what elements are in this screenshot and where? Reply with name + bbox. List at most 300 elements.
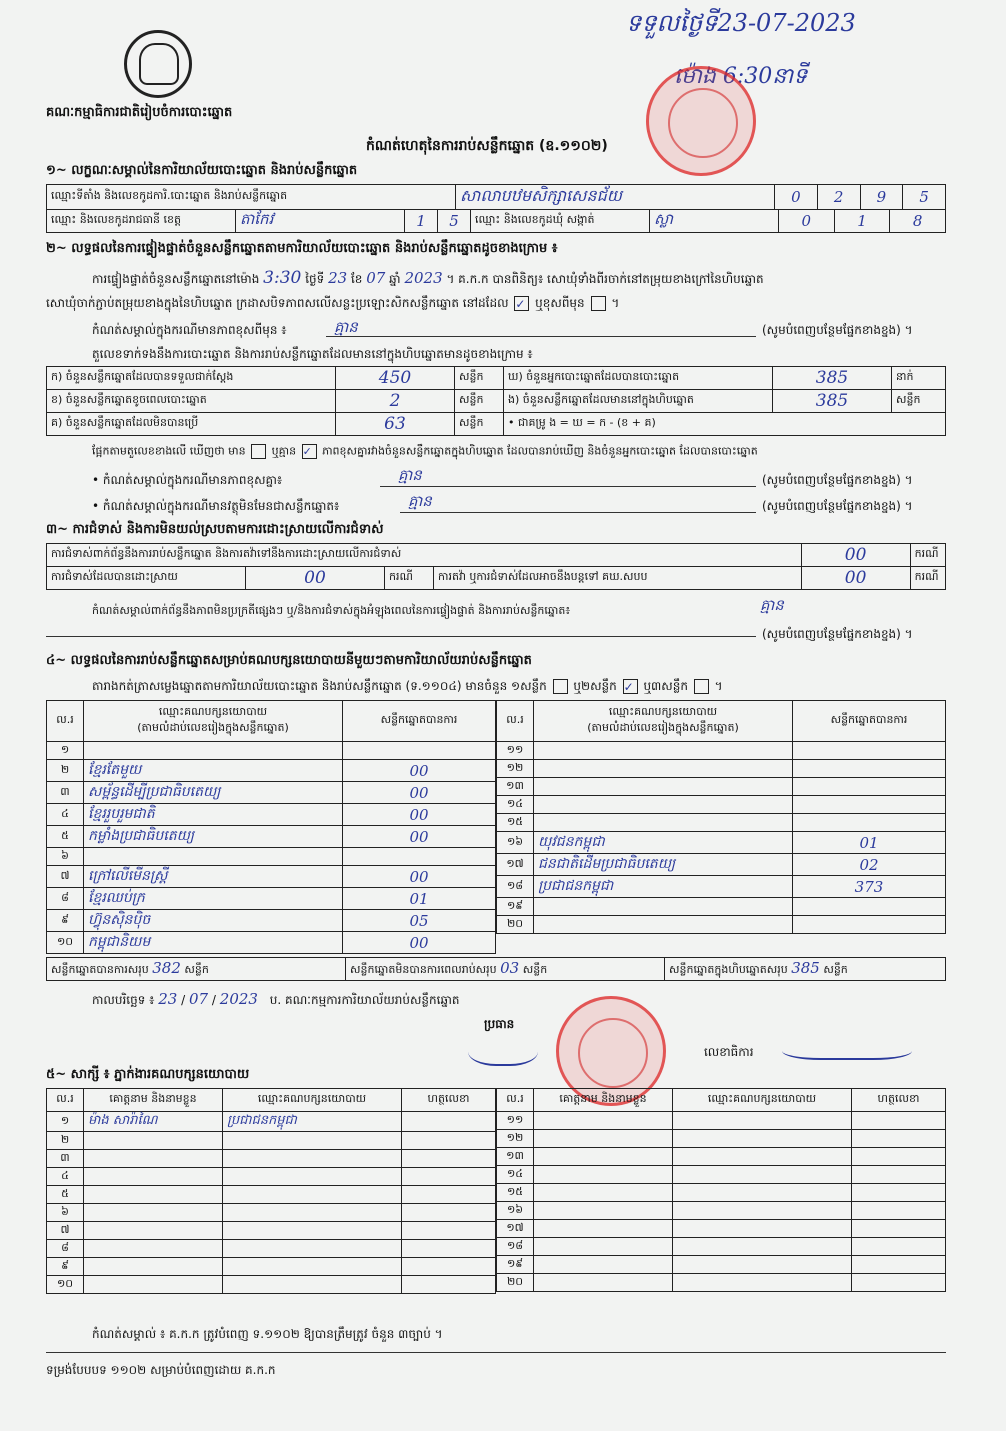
three-sheet-checkbox[interactable] bbox=[694, 679, 709, 694]
verification-year: 2023 bbox=[404, 269, 443, 287]
row-number: ៣ bbox=[47, 1150, 84, 1168]
seal-line: សោឃុំចាក់ភ្ជាប់តម្រុយខាងក្នុងនៃហិបឆ្នោត ក្រដាសបិទភាពសលើសន្លះប្រឡោះសិកសន្លឹកឆ្នោត នៅដដែល ✓ ឬខុសពីមុន ។ bbox=[46, 296, 620, 311]
bullet2-value: គ្មាន bbox=[408, 492, 432, 510]
witness-party bbox=[223, 1204, 402, 1222]
date-month: 07 bbox=[189, 990, 209, 1008]
complaint-table bbox=[46, 543, 946, 590]
party-votes: 00 bbox=[343, 760, 496, 782]
party-name bbox=[84, 742, 343, 760]
unit-label: សន្លឹក bbox=[522, 963, 548, 976]
received-time: ម៉ោង 6:30នាទី bbox=[674, 64, 808, 89]
received-value: 450 bbox=[336, 367, 455, 390]
row-number: ១១ bbox=[497, 1112, 534, 1130]
witness-signature bbox=[402, 1222, 496, 1240]
row-number: ១៥ bbox=[497, 814, 534, 832]
formula-label: • ជាគម្រូ ង = ឃ = ក - (ខ + គ) bbox=[504, 413, 946, 436]
witness-signature bbox=[852, 1130, 946, 1148]
irregularity-note-value: គ្មាន bbox=[760, 596, 784, 614]
witness-signature bbox=[852, 1202, 946, 1220]
witness-name bbox=[534, 1202, 673, 1220]
section4-heading: ៤~ លទ្ធផលនៃការរាប់សន្លឹកឆ្នោតសម្រាប់គណបក្សនយោបាយនីមួយៗតាមការិយាល័យរាប់សន្លឹកឆ្នោត bbox=[46, 653, 532, 668]
witness-name bbox=[84, 1204, 223, 1222]
witness-party bbox=[673, 1166, 852, 1184]
party-name: ក្រៅលើមើនស្ដ្រី bbox=[84, 866, 343, 888]
party-votes bbox=[343, 848, 496, 866]
table-row bbox=[497, 1238, 946, 1256]
table-row bbox=[47, 1168, 496, 1186]
row-number: ១៥ bbox=[497, 1184, 534, 1202]
party-name bbox=[534, 742, 793, 760]
table-row bbox=[497, 1184, 946, 1202]
row-number: ២ bbox=[47, 1132, 84, 1150]
witness-signature bbox=[852, 1112, 946, 1130]
witness-signature bbox=[852, 1148, 946, 1166]
section2-heading: ២~ លទ្ធផលនៃការផ្ទៀងផ្ទាត់ចំនួនសន្លឹកឆ្នោតតាមការិយាល័យបោះឆ្នោត និងរាប់សន្លឹកឆ្នោតដូចខាងក្រោម ៖ bbox=[46, 241, 558, 256]
table-row bbox=[47, 910, 496, 932]
station-code-digit: 0 bbox=[775, 185, 818, 210]
witness-name bbox=[84, 1240, 223, 1258]
row-number: ១ bbox=[47, 742, 84, 760]
witness-party bbox=[673, 1220, 852, 1238]
received-date: ទទួលថ្ងៃទី23-07-2023 bbox=[626, 9, 856, 37]
difference-check-text: ផ្អែកតាមតួលេខខាងលើ ឃើញថា មាន bbox=[92, 444, 246, 458]
party-votes bbox=[343, 742, 496, 760]
unit-label: សន្លឹក bbox=[455, 367, 504, 390]
row-number: ៧ bbox=[47, 1222, 84, 1240]
table-row bbox=[497, 854, 946, 876]
unit-label: សន្លឹក bbox=[455, 390, 504, 413]
row-number: ១១ bbox=[497, 742, 534, 760]
witness-party: ប្រជាជនកម្ពុជា bbox=[223, 1112, 402, 1132]
row-number: ៨ bbox=[47, 888, 84, 910]
emblem-logo bbox=[124, 30, 192, 98]
section5-heading: ៥~ សាក្សី ៖ ភ្នាក់ងារគណបក្សនយោបាយ bbox=[46, 1067, 250, 1082]
verification-text: ។ គ.ក.ក បានពិនិត្យ៖ សោឃុំទាំងពីរចាក់នៅតម្រុយខាងក្រៅនៃហិបឆ្នោត bbox=[446, 272, 764, 286]
witness-signature bbox=[852, 1220, 946, 1238]
witness-name bbox=[84, 1276, 223, 1294]
col-party-subtitle: (តាមលំដាប់លេខរៀងក្នុងសន្លឹកឆ្នោត) bbox=[137, 721, 289, 734]
total-valid-label: សន្លឹកឆ្នោតបានការសរុប bbox=[51, 963, 149, 976]
table-row bbox=[497, 778, 946, 796]
table-row bbox=[497, 1166, 946, 1184]
station-table bbox=[46, 184, 946, 210]
station-code-digit: 2 bbox=[817, 185, 860, 210]
row-number: ១០ bbox=[47, 932, 84, 954]
witness-party bbox=[673, 1148, 852, 1166]
bullet2-label: • កំណត់សម្គាល់ក្នុងករណីមានវត្ថុមិនមែនជាសន្លឹកឆ្នោត៖ bbox=[92, 499, 340, 513]
province-name: តាកែវ bbox=[236, 210, 405, 233]
party-votes bbox=[793, 898, 946, 916]
commune-name: ស្លា bbox=[650, 210, 779, 233]
party-votes bbox=[793, 796, 946, 814]
witness-col-party: ឈ្មោះគណបក្សនយោបាយ bbox=[223, 1089, 402, 1112]
verification-time: 3:30 bbox=[263, 268, 302, 288]
witness-col-name: គោត្តនាម និងនាមខ្លួន bbox=[534, 1089, 673, 1112]
witness-signature bbox=[402, 1186, 496, 1204]
witness-name bbox=[84, 1222, 223, 1240]
witness-name bbox=[534, 1256, 673, 1274]
party-name bbox=[84, 848, 343, 866]
witness-signature bbox=[402, 1132, 496, 1150]
seal-text: ឬខុសពីមុន bbox=[535, 296, 585, 310]
unit-label: សន្លឹក bbox=[184, 963, 209, 976]
party-votes: 00 bbox=[343, 782, 496, 804]
table-row bbox=[47, 1222, 496, 1240]
row-number: ៣ bbox=[47, 782, 84, 804]
row-number: ១៧ bbox=[497, 1220, 534, 1238]
spoiled-value: 2 bbox=[336, 390, 455, 413]
verification-text: ថ្ងៃទី bbox=[305, 272, 325, 286]
footer-note: កំណត់សម្គាល់ ៖ គ.ក.ក ត្រូវបំពេញ ទ.១១០២ ឱ្យបានត្រឹមត្រូវ ចំនួន ៣ច្បាប់ ។ bbox=[92, 1327, 443, 1341]
province-table bbox=[46, 209, 946, 233]
witness-party bbox=[223, 1240, 402, 1258]
case-unit: ករណី bbox=[385, 567, 434, 590]
table-row bbox=[47, 932, 496, 954]
total-valid-value: 382 bbox=[152, 959, 181, 977]
received-label: ក) ចំនួនសន្លឹកឆ្នោតដែលបានទទួលជាក់ស្តែង bbox=[47, 367, 336, 390]
table-row bbox=[47, 1132, 496, 1150]
form-reference: ទម្រង់បែបបទ ១១០២ សម្រាប់បំពេញដោយ គ.ក.ក bbox=[46, 1363, 276, 1377]
witness-party bbox=[223, 1186, 402, 1204]
witness-signature bbox=[852, 1166, 946, 1184]
row-number: ១៦ bbox=[497, 832, 534, 854]
row-number: ៤ bbox=[47, 804, 84, 826]
row-number: ១២ bbox=[497, 760, 534, 778]
witness-name bbox=[534, 1148, 673, 1166]
totals-table bbox=[46, 957, 946, 981]
witness-signature bbox=[852, 1274, 946, 1292]
total-invalid-value: 03 bbox=[500, 959, 520, 977]
appeal-value: 00 bbox=[801, 567, 910, 590]
party-votes: 01 bbox=[343, 888, 496, 910]
irregularity-note-label: កំណត់សម្គាល់ពាក់ព័ន្ធនឹងភាពមិនប្រក្រតីផ្សេងៗ ឬ/និងការជំទាស់ក្នុងអំឡុងពេលនៃការផ្ទៀងផ្ទាត់ និងការរាប់សន្លឹកឆ្នោត៖ bbox=[92, 604, 571, 617]
witness-party bbox=[673, 1202, 852, 1220]
unchanged-checkbox[interactable]: ✓ bbox=[514, 296, 529, 311]
witness-party bbox=[673, 1238, 852, 1256]
party-name bbox=[534, 760, 793, 778]
no-difference-checkbox[interactable]: ✓ bbox=[302, 444, 317, 459]
province-code-digit: 1 bbox=[405, 210, 438, 233]
bullet2-suffix: (សូមបំពេញបន្ថែមផ្នែកខាងខ្នង) ។ bbox=[762, 499, 913, 513]
party-name: ខ្មែរតែមួយ bbox=[84, 760, 343, 782]
witness-signature bbox=[402, 1112, 496, 1132]
witness-party bbox=[223, 1132, 402, 1150]
party-votes bbox=[793, 814, 946, 832]
form-title: កំណត់ហេតុនៃការរាប់សន្លឹកឆ្នោត (ឧ.១១០២) bbox=[366, 138, 608, 154]
row-number: ២០ bbox=[497, 916, 534, 934]
witness-name bbox=[84, 1186, 223, 1204]
total-invalid-cell bbox=[346, 958, 665, 981]
party-votes: 02 bbox=[793, 854, 946, 876]
party-name: ខ្មែរឈប់ក្រ bbox=[84, 888, 343, 910]
resolved-label: ការជំទាស់ដែលបានដោះស្រាយ bbox=[47, 567, 246, 590]
witness-left-body bbox=[47, 1112, 496, 1294]
witness-right-body bbox=[497, 1112, 946, 1292]
ballot-count-table bbox=[46, 366, 946, 436]
col-no-header: ល.រ bbox=[47, 701, 84, 742]
witness-name bbox=[84, 1168, 223, 1186]
witness-party bbox=[673, 1274, 852, 1292]
complaint-label: ការជំទាស់ពាក់ព័ន្ធនឹងការរាប់សន្លឹកឆ្នោត និងការតវ៉ាទៅនឹងការដោះស្រាយលើការជំទាស់ bbox=[47, 544, 802, 567]
witness-party bbox=[673, 1112, 852, 1130]
row-number: ១៣ bbox=[497, 1148, 534, 1166]
complaint-value: 00 bbox=[801, 544, 910, 567]
party-votes: 00 bbox=[343, 804, 496, 826]
row-number: ៥ bbox=[47, 826, 84, 848]
party-name: កម្ពុជានិយម bbox=[84, 932, 343, 954]
resolved-value: 00 bbox=[246, 567, 385, 590]
difference-note-label: កំណត់សម្គាល់ក្នុងករណីមានភាពខុសពីមុន ៖ bbox=[92, 323, 287, 337]
row-number: ១៤ bbox=[497, 1166, 534, 1184]
bullet1-label: • កំណត់សម្គាល់ក្នុងករណីមានភាពខុសគ្នា៖ bbox=[92, 473, 283, 487]
official-stamp-top bbox=[646, 66, 756, 176]
table-row bbox=[497, 1112, 946, 1130]
party-votes bbox=[793, 778, 946, 796]
secretary-signature bbox=[782, 1030, 912, 1060]
table-row bbox=[497, 1130, 946, 1148]
difference-check-text: ឬគ្មាន bbox=[271, 444, 297, 458]
table-row bbox=[497, 1220, 946, 1238]
total-box-label: សន្លឹកឆ្នោតក្នុងហិបឆ្នោតសរុប bbox=[669, 963, 788, 976]
table-row bbox=[47, 848, 496, 866]
table-row bbox=[497, 832, 946, 854]
witness-col-sign: ហត្ថលេខា bbox=[402, 1089, 496, 1112]
party-name bbox=[534, 898, 793, 916]
witness-signature bbox=[402, 1258, 496, 1276]
voters-label: ឃ) ចំនួនអ្នកបោះឆ្នោតដែលបានបោះឆ្នោត bbox=[504, 367, 773, 390]
row-number: ១៧ bbox=[497, 854, 534, 876]
table-row bbox=[47, 866, 496, 888]
witness-signature bbox=[402, 1168, 496, 1186]
witness-party bbox=[673, 1130, 852, 1148]
witness-name: ម៉ាង សារ៉ាណៃ bbox=[84, 1112, 223, 1132]
row-number: ១ bbox=[47, 1112, 84, 1132]
tally-sheet-text: ឬ២សន្លឹក bbox=[573, 679, 617, 693]
row-number: ៤ bbox=[47, 1168, 84, 1186]
witness-name bbox=[534, 1238, 673, 1256]
org-name: គណៈកម្មាធិការជាតិរៀបចំការបោះឆ្នោត bbox=[46, 105, 233, 120]
party-name: យុវជនកម្ពុជា bbox=[534, 832, 793, 854]
party-votes bbox=[793, 760, 946, 778]
in-box-label: ង) ចំនួនសន្លឹកឆ្នោតដែលមាននៅក្នុងហិបឆ្នោត bbox=[504, 390, 773, 413]
committee-label: ប. គណៈកម្មការការិយាល័យរាប់សន្លឹកឆ្នោត bbox=[269, 993, 460, 1007]
commune-code-digit: 0 bbox=[779, 210, 835, 233]
col-party-subtitle: (តាមលំដាប់លេខរៀងក្នុងសន្លឹកឆ្នោត) bbox=[587, 721, 739, 734]
results-table-left bbox=[46, 700, 496, 954]
witness-name bbox=[84, 1132, 223, 1150]
witness-table-right bbox=[496, 1088, 946, 1292]
station-code-digit: 9 bbox=[860, 185, 903, 210]
in-box-value: 385 bbox=[773, 390, 892, 413]
party-name bbox=[534, 778, 793, 796]
table-row bbox=[47, 1240, 496, 1258]
station-name: សាលាបឋមសិក្សាសេនជ័យ bbox=[456, 185, 775, 210]
party-name bbox=[534, 796, 793, 814]
table-row bbox=[497, 1274, 946, 1292]
appeal-label: ការតវ៉ា ឬការជំទាស់ដែលអាចនឹងបន្តទៅ គឃ.សបប bbox=[434, 567, 802, 590]
row-number: ១៣ bbox=[497, 778, 534, 796]
row-number: ១៩ bbox=[497, 898, 534, 916]
witness-col-no: ល.រ bbox=[47, 1089, 84, 1112]
total-invalid-label: សន្លឹកឆ្នោតមិនបានការពេលរាប់សរុប bbox=[350, 963, 497, 976]
verification-text: ការផ្ទៀងផ្ទាត់ចំនួនសន្លឹកឆ្នោតនៅម៉ោង bbox=[92, 272, 260, 286]
party-votes: 00 bbox=[343, 932, 496, 954]
table-row bbox=[47, 1186, 496, 1204]
date-label: កាលបរិច្ឆេទ ៖ bbox=[92, 993, 155, 1007]
verification-month: 07 bbox=[366, 269, 386, 287]
table-row bbox=[47, 826, 496, 848]
secretary-label: លេខាធិការ bbox=[704, 1045, 754, 1059]
row-number: ១០ bbox=[47, 1276, 84, 1294]
tally-sheet-text: តារាងកត់ត្រាសម្លេងឆ្នោតតាមការិយាល័យបោះឆ្នោត និងរាប់សន្លឹកឆ្នោត (ទ.១១០៤) មានចំនួន ១សន្លឹក bbox=[92, 679, 547, 693]
party-votes bbox=[793, 742, 946, 760]
chair-label: ប្រធាន bbox=[484, 1017, 515, 1031]
voters-value: 385 bbox=[773, 367, 892, 390]
chair-signature bbox=[468, 1030, 538, 1066]
witness-table-left bbox=[46, 1088, 496, 1294]
bullet1-value: គ្មាន bbox=[398, 466, 422, 484]
table-row bbox=[47, 1150, 496, 1168]
spoiled-label: ខ) ចំនួនសន្លឹកឆ្នោតខូចពេលបោះឆ្នោត bbox=[47, 390, 336, 413]
difference-check-text: ភាពខុសគ្នារវាងចំនួនសន្លឹកឆ្នោតក្នុងហិបឆ្នោត ដែលបានរាប់ឃើញ និងចំនួនអ្នកបោះឆ្នោត ដែលបានបោះឆ្នោត bbox=[322, 444, 758, 458]
row-number: ១៨ bbox=[497, 1238, 534, 1256]
table-row bbox=[497, 898, 946, 916]
table-row bbox=[497, 796, 946, 814]
table-row bbox=[47, 782, 496, 804]
unit-label: សន្លឹក bbox=[892, 390, 946, 413]
table-row bbox=[497, 1202, 946, 1220]
difference-note-value: គ្មាន bbox=[334, 318, 358, 336]
witness-signature bbox=[852, 1238, 946, 1256]
party-name: ប្រជាជនកម្ពុជា bbox=[534, 876, 793, 898]
table-row bbox=[497, 916, 946, 934]
witness-col-name: គោត្តនាម និងនាមខ្លួន bbox=[84, 1089, 223, 1112]
witness-name bbox=[534, 1166, 673, 1184]
tally-sheet-text: ឬ៣សន្លឹក bbox=[643, 679, 688, 693]
party-votes: 01 bbox=[793, 832, 946, 854]
row-number: ១៤ bbox=[497, 796, 534, 814]
total-valid-cell bbox=[47, 958, 346, 981]
witness-signature bbox=[852, 1256, 946, 1274]
unit-label: សន្លឹក bbox=[455, 413, 504, 436]
unit-label: នាក់ bbox=[892, 367, 946, 390]
witness-party bbox=[673, 1184, 852, 1202]
table-row bbox=[497, 760, 946, 778]
party-name bbox=[534, 916, 793, 934]
witness-party bbox=[223, 1168, 402, 1186]
date-year: 2023 bbox=[219, 990, 258, 1008]
party-name: កម្លាំងប្រជាធិបតេយ្យ bbox=[84, 826, 343, 848]
witness-party bbox=[223, 1222, 402, 1240]
row-number: ៩ bbox=[47, 1258, 84, 1276]
witness-name bbox=[534, 1184, 673, 1202]
results-left-body bbox=[47, 742, 496, 954]
row-number: ៨ bbox=[47, 1240, 84, 1258]
table-row bbox=[47, 1258, 496, 1276]
witness-party bbox=[673, 1256, 852, 1274]
two-sheet-checkbox[interactable]: ✓ bbox=[623, 679, 638, 694]
one-sheet-checkbox[interactable] bbox=[553, 679, 568, 694]
party-name: សម្ព័ន្ធដើម្បីប្រជាធិបតេយ្យ bbox=[84, 782, 343, 804]
has-difference-checkbox[interactable] bbox=[251, 444, 266, 459]
party-name: ជនជាតិដើមប្រជាធិបតេយ្យ bbox=[534, 854, 793, 876]
witness-signature bbox=[402, 1150, 496, 1168]
row-number: ៦ bbox=[47, 1204, 84, 1222]
commune-code-digit: 1 bbox=[834, 210, 890, 233]
row-number: ៦ bbox=[47, 848, 84, 866]
commune-label: ឈ្មោះ និងលេខកូដឃុំ សង្កាត់ bbox=[471, 210, 650, 233]
row-number: ៥ bbox=[47, 1186, 84, 1204]
table-row bbox=[497, 742, 946, 760]
difference-check-line bbox=[92, 444, 758, 461]
table-row bbox=[47, 804, 496, 826]
party-votes: 00 bbox=[343, 866, 496, 888]
verification-text: ឆ្នាំ bbox=[389, 272, 401, 286]
result-intro: តួលេខទាក់ទងនឹងការបោះឆ្នោត និងការរាប់សន្លឹកឆ្នោតដែលមាននៅក្នុងហិបឆ្នោតមានដូចខាងក្រោម ៖ bbox=[92, 347, 533, 361]
row-number: ៧ bbox=[47, 866, 84, 888]
verification-line bbox=[92, 268, 764, 289]
witness-signature bbox=[402, 1240, 496, 1258]
row-number: ១៦ bbox=[497, 1202, 534, 1220]
witness-name bbox=[534, 1112, 673, 1130]
tally-sheet-line: តារាងកត់ត្រាសម្លេងឆ្នោតតាមការិយាល័យបោះឆ្នោត និងរាប់សន្លឹកឆ្នោត (ទ.១១០៤) មានចំនួន ១សន្លឹក ឬ២សន្លឹក ✓ ឬ៣សន្លឹក ។ bbox=[92, 679, 723, 694]
province-label: ឈ្មោះ និងលេខកូដរាជធានី ខេត្ត bbox=[47, 210, 236, 233]
results-table-right bbox=[496, 700, 946, 934]
station-label: ឈ្មោះទីតាំង និងលេខកូដការិ.បោះឆ្នោត និងរាប់សន្លឹកឆ្នោត bbox=[47, 185, 456, 210]
row-number: ២០ bbox=[497, 1274, 534, 1292]
witness-party bbox=[223, 1150, 402, 1168]
signing-date-line: កាលបរិច្ឆេទ ៖ 23 / 07 / 2023 ប. គណៈកម្មការការិយាល័យរាប់សន្លឹកឆ្នោត bbox=[92, 990, 460, 1008]
verification-day: 23 bbox=[328, 269, 348, 287]
results-right-body bbox=[497, 742, 946, 934]
seal-text: សោឃុំចាក់ភ្ជាប់តម្រុយខាងក្នុងនៃហិបឆ្នោត ក្រដាសបិទភាពសលើសន្លះប្រឡោះសិកសន្លឹកឆ្នោត នៅដដែល bbox=[46, 296, 509, 310]
table-row bbox=[497, 876, 946, 898]
table-row bbox=[47, 1204, 496, 1222]
row-number: ១៨ bbox=[497, 876, 534, 898]
verification-text: ខែ bbox=[350, 272, 363, 286]
table-row bbox=[497, 1148, 946, 1166]
case-unit: ករណី bbox=[910, 544, 945, 567]
total-box-value: 385 bbox=[791, 959, 820, 977]
unused-value: 63 bbox=[336, 413, 455, 436]
party-votes: 05 bbox=[343, 910, 496, 932]
row-number: ២ bbox=[47, 760, 84, 782]
changed-checkbox[interactable] bbox=[591, 296, 606, 311]
witness-signature bbox=[402, 1276, 496, 1294]
row-number: ១៩ bbox=[497, 1256, 534, 1274]
witness-name bbox=[534, 1130, 673, 1148]
party-votes: 373 bbox=[793, 876, 946, 898]
station-code-digit: 5 bbox=[903, 185, 946, 210]
party-name bbox=[534, 814, 793, 832]
witness-name bbox=[534, 1274, 673, 1292]
section3-heading: ៣~ ការជំទាស់ និងការមិនយល់ស្របតាមការដោះស្រាយលើការជំទាស់ bbox=[46, 522, 384, 537]
difference-note-suffix: (សូមបំពេញបន្ថែមផ្នែកខាងខ្នង) ។ bbox=[762, 323, 913, 337]
col-party-header bbox=[534, 701, 793, 742]
party-votes bbox=[793, 916, 946, 934]
witness-name bbox=[84, 1258, 223, 1276]
witness-name bbox=[534, 1220, 673, 1238]
witness-col-sign: ហត្ថលេខា bbox=[852, 1089, 946, 1112]
total-box-cell bbox=[665, 958, 946, 981]
table-row bbox=[47, 1112, 496, 1132]
witness-signature bbox=[852, 1184, 946, 1202]
col-party-header bbox=[84, 701, 343, 742]
row-number: ៩ bbox=[47, 910, 84, 932]
witness-party bbox=[223, 1258, 402, 1276]
col-party-title: ឈ្មោះគណបក្សនយោបាយ bbox=[608, 705, 718, 718]
case-unit: ករណី bbox=[910, 567, 945, 590]
